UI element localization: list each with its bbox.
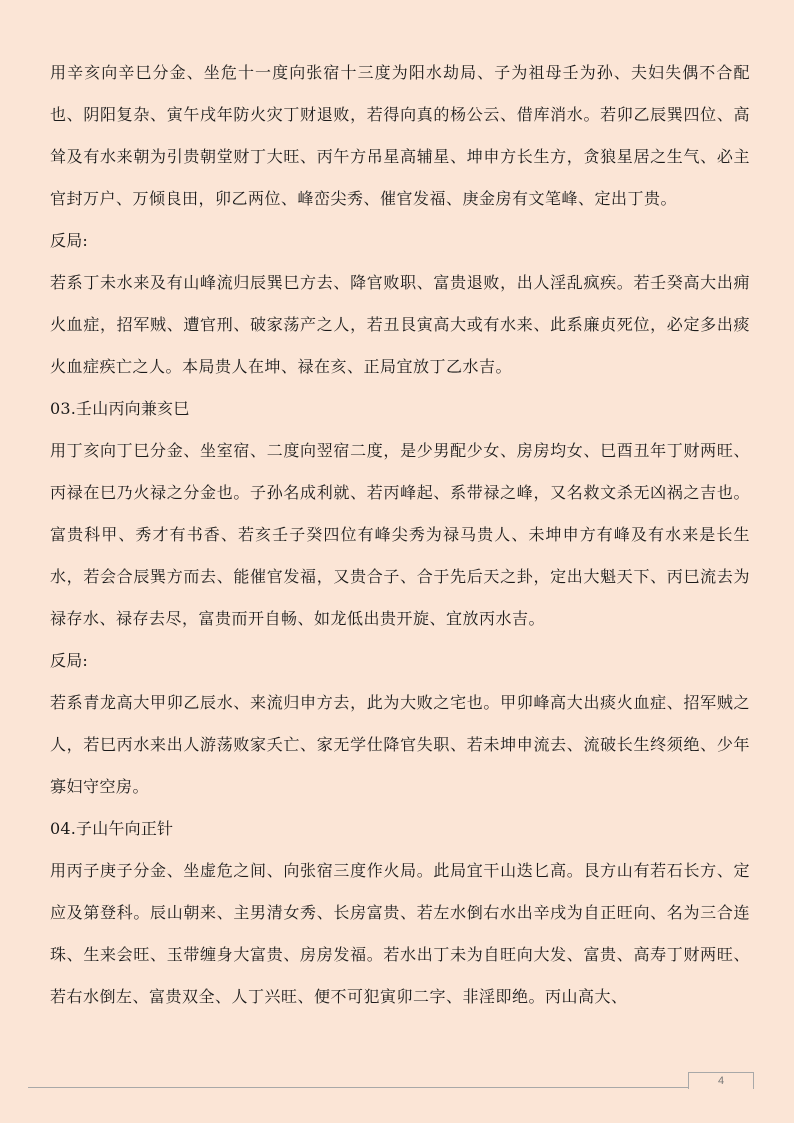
section-heading: 反局: — [50, 651, 88, 670]
body-paragraph: 用辛亥向辛巳分金、坐危十一度向张宿十三度为阳水劫局、子为祖母壬为孙、夫妇失偶不合配也、阴阳复杂、寅午戌年防火灾丁财退败，若得向真的杨公云、借库消水。若卯乙辰巽四位、高耸及有水来朝为引贵朝堂财丁大旺、丙午方吊星高辅星、坤申方长生方，贪狼星居之生气、必主官封万户、万倾良田，卯乙两位、峰峦尖秀、催官发福、庚金房有文笔峰、定出丁贵。 — [50, 63, 750, 208]
body-paragraph: 用丙子庚子分金、坐虚危之间、向张宿三度作火局。此局宜干山迭匕高。艮方山有若石长方、定应及第登科。辰山朝来、主男清女秀、长房富贵、若左水倒右水出辛戌为自正旺向、名为三合连珠、生来会旺、玉带缠身大富贵、房房发福。若水出丁未为自旺向大发、富贵、高寿丁财两旺、若右水倒左、富贵双全、人丁兴旺、便不可犯寅卯二字、非淫即绝。丙山高大、 — [50, 861, 750, 1006]
footer-divider — [28, 1087, 754, 1088]
page-body — [50, 52, 750, 1018]
body-paragraph: 用丁亥向丁巳分金、坐室宿、二度向翌宿二度，是少男配少女、房房均女、巳酉丑年丁财两旺、丙禄在巳乃火禄之分金也。子孙名成利就、若丙峰起、系带禄之峰，又名救文杀无凶祸之吉也。富贵科甲、秀才有书香、若亥壬子癸四位有峰尖秀为禄马贵人、未坤申方有峰及有水来是长生水，若会合辰巽方而去、能催官发福，又贵合子、合于先后天之卦，定出大魁天下、丙巳流去为禄存水、禄存去尽，富贵而开自畅、如龙低出贵开旋、宜放丙水吉。 — [50, 441, 750, 628]
section-heading: 03.壬山丙向兼亥巳 — [50, 399, 190, 418]
body-paragraph: 若系丁未水来及有山峰流归辰巽巳方去、降官败职、富贵退败，出人淫乱疯疾。若壬癸高大出痈火血症，招军贼、遭官刑、破家荡产之人，若丑艮寅高大或有水来、此系廉贞死位，必定多出痰火血症疾亡之人。本局贵人在坤、禄在亥、正局宜放丁乙水吉。 — [50, 273, 750, 376]
page-number: 4 — [688, 1072, 754, 1089]
body-paragraph: 若系青龙高大甲卯乙辰水、来流归申方去，此为大败之宅也。甲卯峰高大出痰火血症、招军贼之人，若巳丙水来出人游荡败家夭亡、家无学仕降官失职、若未坤申流去、流破长生终须绝、少年寡妇守空房。 — [50, 693, 750, 796]
section-heading: 04.子山午向正针 — [50, 819, 174, 838]
section-heading: 反局: — [50, 231, 88, 250]
